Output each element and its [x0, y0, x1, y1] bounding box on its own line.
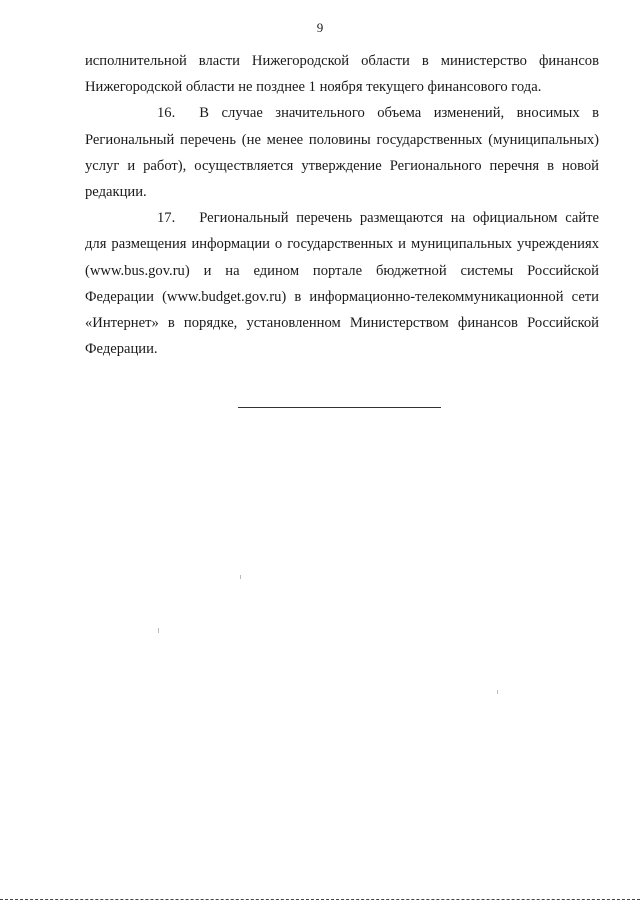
paragraph-text: Региональный перечень размещаются на официальном сайте для размещения информации о государственных и муниципальных учреждениях (www.bus.gov.ru) и на едином портале бюджетной системы Российской Федерации (www.budget.gov.ru) в информационно-телекоммуникационной сети «Интернет» в порядке, установленном Министерством финансов Российской Федерации.	[85, 210, 599, 358]
paragraph-number: 17.	[157, 210, 176, 227]
paragraph-continuation	[85, 48, 599, 100]
scan-speck	[158, 628, 159, 633]
paragraph-text: исполнительной власти Нижегородской области в министерство финансов Нижегородской области не позднее 1 ноября текущего финансового года.	[85, 53, 599, 96]
paragraph-number: 16.	[157, 105, 176, 122]
paragraph-16	[85, 100, 599, 205]
scan-speck	[497, 690, 498, 694]
document-body	[85, 48, 599, 362]
paragraph-text: В случае значительного объема изменений, вносимых в Региональный перечень (не менее половины государственных (муниципальных) услуг и работ), осуществляется утверждение Регионального перечня в новой редакции.	[85, 105, 599, 201]
scan-bottom-edge	[0, 899, 640, 900]
paragraph-17	[85, 205, 599, 362]
end-divider-line	[238, 407, 441, 408]
scan-speck	[240, 575, 241, 579]
page-number: 9	[316, 20, 324, 35]
